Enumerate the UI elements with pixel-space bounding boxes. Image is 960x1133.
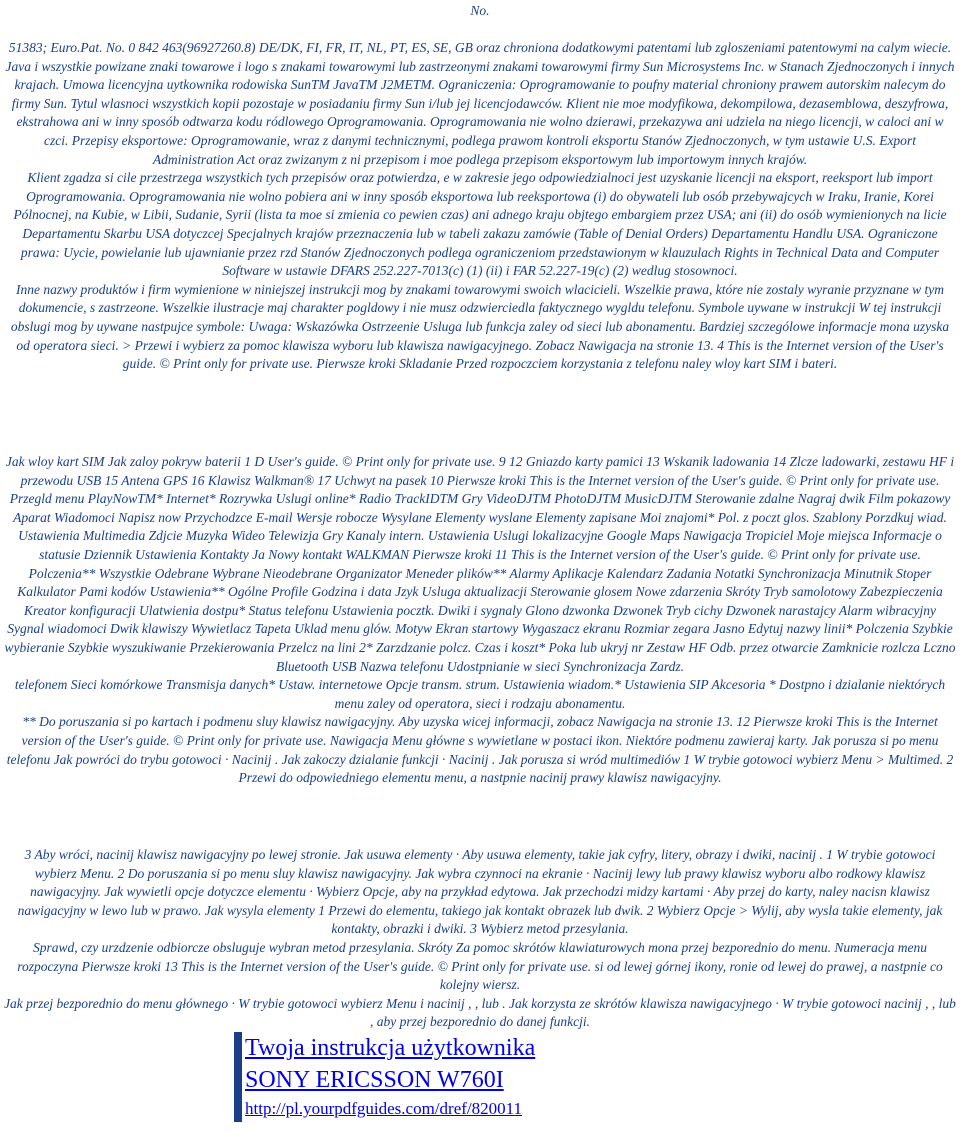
manual-title-link[interactable]: Twoja instrukcja użytkownika [245,1035,536,1061]
paragraph: Sprawd, czy urzdzenie odbiorcze obsluguje wybran metod przesylania. Skróty Za pomoc skrótów klawiaturowych mona przej bezporednio do menu. Numeracja menu rozpoczyna Pierwsze kroki 13 This is the Internet version of the User's guide. © Print only for private use. si od lewej górnej ikony, ronie od lewej do prawej, a nastpnie co kolejny wiersz. [17,939,943,993]
paragraph: Klient zgadza si cile przestrzega wszystkich tych przepisów oraz potwierdza, e w zakresie jego odpowiedzialnoci jest uzyskanie licencji na eksport, reeksport lub import Oprogramowania. Oprogramowania nie wolno pobiera ani w inny sposób eksportowa lub reeksportowa (i) do obywateli lub osób przebywajcych w Iraku, Iranie, Korei Pólnocnej, na Kubie, w Libii, Sudanie, Syrii (lista ta moe si zmienia co pewien czas) ani adnego kraju objtego embargiem przez USA; ani (ii) do osób wymienionych na licie Departamentu Skarbu USA dotyczcej Specjalnych krajów przeznaczenia lub w tabeli zakazu zamówie (Table of Denial Orders) Departamentu Handlu USA. Ograniczone prawa: Uycie, powielanie lub ujawnianie przez rzd Stanów Zjednoczonych podlega ograniczeniom przedstawionym w klauzulach Rights in Technical Data and Computer Software w ustawie DFARS 252.227-7013(c) (1) (ii) i FAR 52.227-19(c) (2) wedlug stosownoci. [13,170,947,279]
paragraph: ** Do poruszania si po kartach i podmenu sluy klawisz nawigacyjny. Aby uzyska wicej informacji, zobacz Nawigacja na stronie 13. 12 Pierwsze kroki This is the Internet version of the User's guide. © Print only for private use. Nawigacja Menu główne s wywietlane w postaci ikon. Niektóre podmenu zawieraj karty. Jak porusza si po menu telefonu Jak powróci do trybu gotowoci · Nacinij . Jak zakoczy dzialanie funkcji · Nacinij . Jak porusza si wród multimediów 1 W trybie gotowoci wybierz Menu > Multimed. 2 Przewi do odpowiedniego elementu menu, a nastpnie nacinij prawy klawisz nawigacyjny. [6,714,954,786]
paragraph: Jak wloy kart SIM Jak zaloy pokryw baterii 1 D User's guide. © Print only for private use. 9 12 Gniazdo karty pamici 13 Wskanik ladowania 14 Zlcze ladowarki, zestawu HF i przewodu USB 15 Antena GPS 16 Klawisz Walkman® 17 Uchwyt na pasek 10 Pierwsze kroki This is the Internet version of the User's guide. © Print only for private use. Przegld menu PlayNowTM* Internet* Rozrywka Uslugi online* Radio TrackIDTM Gry VideoDJTM PhotoDJTM MusicDJTM Sterowanie zdalne Nagraj dwik Film pokazowy Aparat Wiadomoci Napisz now Przychodzce E-mail Wersje robocze Wysylane Elementy wyslane Elementy zapisane Moi znajomi* Pol. z poczt glos. Szablony Porzdkuj wiad. Ustawienia Multimedia Zdjcie Muzyka Wideo Telewizja Gry Kanaly intern. Ustawienia Uslugi lokalizacyjne Google Maps Nawigacja Tropiciel Moje miejsca Informacje o statusie Dziennik Ustawienia Kontakty Ja Nowy kontakt WALKMAN Pierwsze kroki 11 This is the Internet version of the User's guide. © Print only for private use. [5,454,955,562]
paragraph: telefonem Sieci komórkowe Transmisja danych* Ustaw. internetowe Opcje transm. strum. Ustawienia wiadom.* Ustawienia SIP Akcesoria * Dostpno i dzialanie niektórych menu zaley od operatora, sieci i rodzaju abonamentu. [14,677,946,711]
url-link[interactable]: http://pl.yourpdfguides.com/dref/820011 [245,1099,522,1118]
legal-text-block [4,39,956,374]
manual-link-box [0,1032,960,1128]
model-link[interactable]: SONY ERICSSON W760I [245,1067,504,1093]
paragraph: 3 Aby wróci, nacinij klawisz nawigacyjny po lewej stronie. Jak usuwa elementy · Aby usuwa elementy, takie jak cyfry, litery, obrazy i dwiki, nacinij . 1 W trybie gotowoci wybierz Menu. 2 Do poruszania si po menu sluy klawisz nawigacyjny. Jak wybra czynnoci na ekranie · Nacinij lewy lub prawy klawisz wyboru albo rodkowy klawisz nawigacyjny. Jak wywietli opcje dotyczce elementu · Wybierz Opcje, aby na przykład edytowa. Jak przechodzi midzy kartami · Aby przej do karty, naley nacisn klawisz nawigacyjny w lewo lub w prawo. Jak wysyla elementy 1 Przewi do elementu, takiego jak kontakt obrazek lub dwik. 2 Wybierz Opcje > Wylij, aby wysla takie elementy, jak kontakty, obrazki i dwiki. 3 Wybierz metod przesylania. [17,847,943,937]
paragraph: Inne nazwy produktów i firm wymienione w niniejszej instrukcji mog by znakami towarowymi swoich wlacicieli. Wszelkie prawa, które nie zostaly wyranie przyznane w tym dokumencie, s zastrzeone. Wszelkie ilustracje maj charakter pogldowy i nie musz odzwierciedla faktycznego wygldu telefonu. Symbole uywane w instrukcji W tej instrukcji obslugi mog by uywane nastpujce symbole: Uwaga: Wskazówka Ostrzeenie Usluga lub funkcja zaley od sieci lub abonamentu. Bardziej szczególowe informacje mona uzyska od operatora sieci. > Przewi i wybierz za pomoc klawisza wyboru lub klawisza nawigacyjnego. Zobacz Nawigacja na stronie 13. 4 This is the Internet version of the User's guide. © Print only for private use. Pierwsze kroki Skladanie Przed rozpoczciem korzystania z telefonu naley wloy kart SIM i bateri. [10,281,950,372]
page-header: No. [470,3,490,18]
navigation-text-block [4,846,956,1032]
menu-overview-block [4,453,956,788]
paragraph: 51383; Euro.Pat. No. 0 842 463(96927260.8) DE/DK, FI, FR, IT, NL, PT, ES, SE, GB oraz chroniona dodatkowymi patentami lub zgloszeniami patentowymi na calym wiecie. Java i wszystkie powizane znaki towarowe i logo s znakami towarowymi lub zastrzeonymi znakami towarowymi firmy Sun Microsystems Inc. w Stanach Zjednoczonych i innych krajach. Umowa licencyjna uytkownika rodowiska SunTM JavaTM J2METM. Ograniczenia: Oprogramowanie to poufny material chroniony prawem autorskim nalecym do firmy Sun. Tytul wlasnoci wszystkich kopii pozostaje w posiadaniu firmy Sun i/lub jej licencjodawców. Klient nie moe modyfikowa, dekompilowa, dezasemblowa, deszyfrowa, ekstrahowa ani w inny sposób odtwarza kodu ródlowego Oprogramowania. Oprogramowania nie wolno dzierawi, przekazywa ani udziela na niego licencji, w caloci ani w czci. Przepisy eksportowe: Oprogramowanie, wraz z danymi technicznymi, podlega prawom kontroli eksportu Stanów Zjednoczonych, w tym ustawie U.S. Export Administration Act oraz zwizanym z ni przepisom i moe podlega przepisom eksportowym lub importowym innych krajów. [5,40,955,167]
paragraph: Polczenia** Wszystkie Odebrane Wybrane Nieodebrane Organizator Meneder plików** Alarmy Aplikacje Kalendarz Zadania Notatki Synchronizacja Minutnik Stoper Kalkulator Pami kodów Ustawienia** Ogólne Profile Godzina i data Jzyk Usluga aktualizacji Sterowanie glosem Nowe zdarzenia Skróty Tryb samolotowy Zabezpieczenia Kreator konfiguracji Ulatwienia dostpu* Status telefonu Ustawienia pocztk. Dwiki i sygnaly Glono dzwonka Dzwonek Tryb cichy Dzwonek narastajcy Alarm wibracyjny Sygnal wiadomoci Dwik klawiszy Wywietlacz Tapeta Uklad menu glów. Motyw Ekran startowy Wygaszacz ekranu Rozmiar zegara Jasno Edytuj nazwy linii* Polczenia Szybkie wybieranie Szybkie wyszukiwanie Przekierowania Przelcz na lini 2* Zarzdzanie polcz. Czas i koszt* Poka lub ukryj nr Zestaw HF Odb. przez otwarcie Zamknicie rozlcza Lczno Bluetooth USB Nazwa telefonu Udostpnianie w sieci Synchronizacja Zardz. [4,565,956,674]
accent-bar [234,1032,242,1122]
paragraph: Jak przej bezporednio do menu głównego · W trybie gotowoci wybierz Menu i nacinij , , lub . Jak korzysta ze skrótów klawisza nawigacyjnego · W trybie gotowoci nacinij , , lub , aby przej bezporednio do danej funkcji. [4,995,956,1030]
